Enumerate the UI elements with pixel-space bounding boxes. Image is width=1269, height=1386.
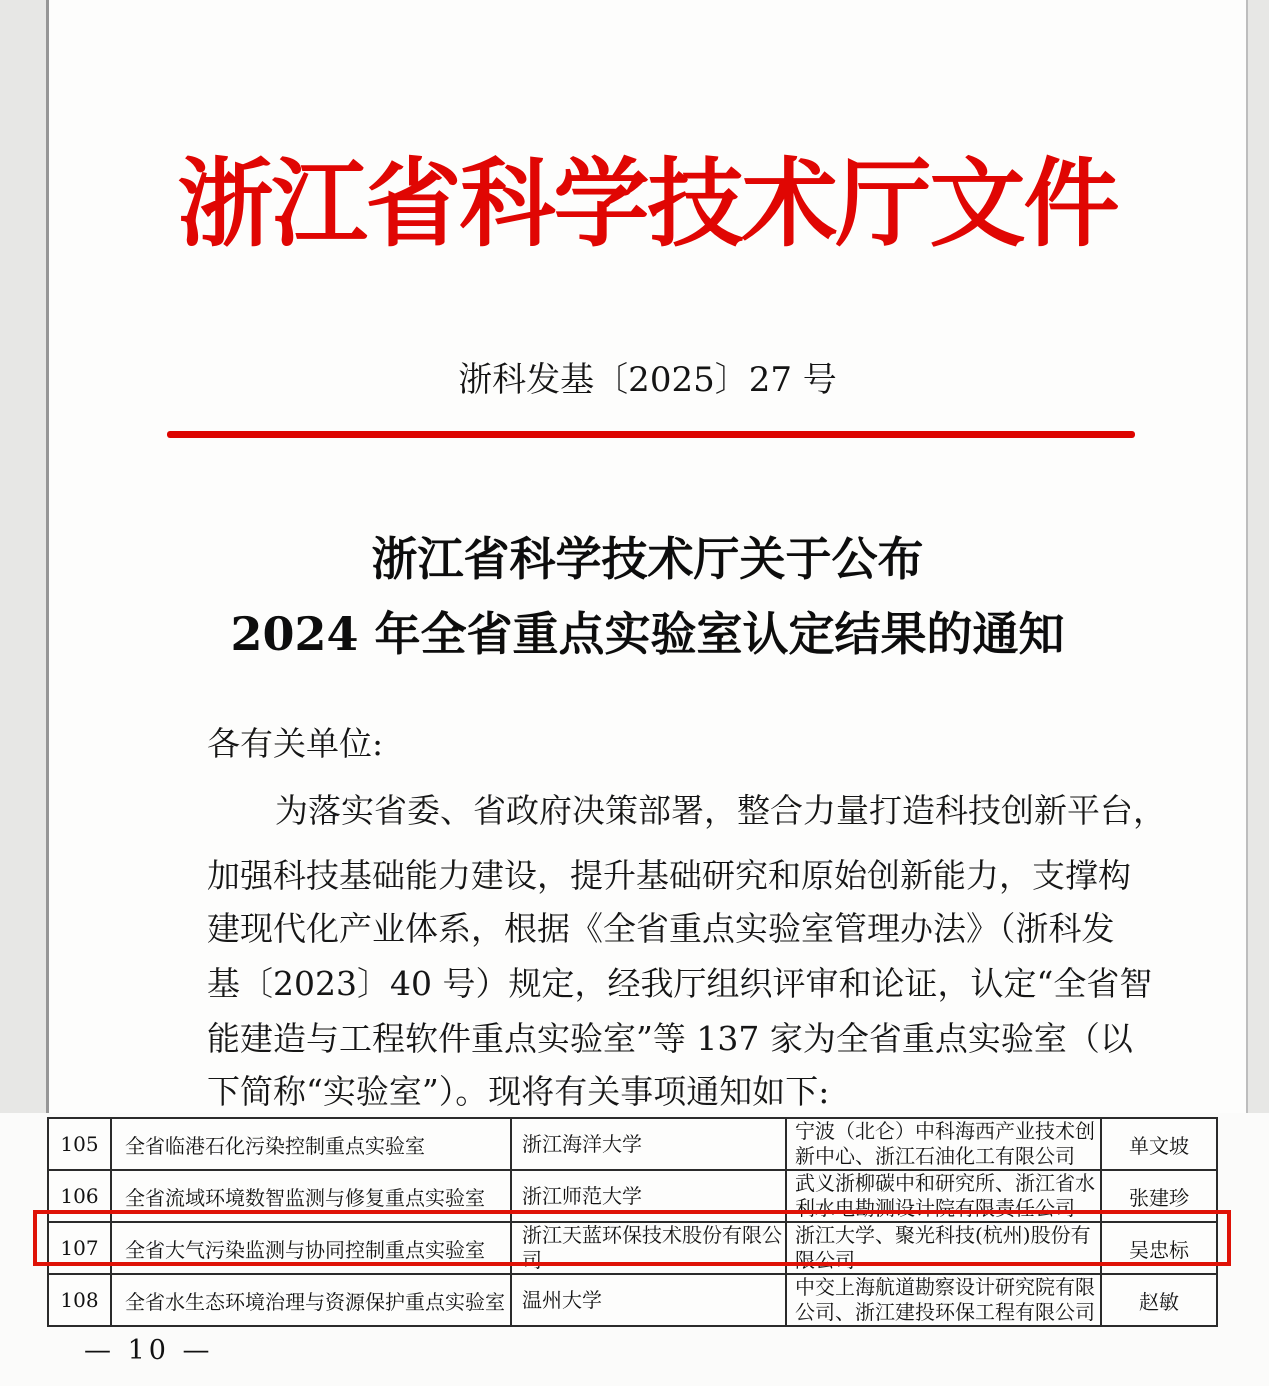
notice-title-line1: 浙江省科学技术厅关于公布 — [371, 532, 924, 586]
notice-title-line2: 2024 年全省重点实验室认定结果的通知 — [230, 607, 1065, 661]
document-page — [46, 0, 1248, 1113]
institution-cell: 浙江天蓝环保技术股份有限公司 — [511, 1222, 786, 1274]
body-paragraph-line: 下简称“实验室”）。现将有关事项通知如下: — [207, 1072, 830, 1111]
partners-cell: 中交上海航道勘察设计研究院有限公司、浙江建投环保工程有限公司 — [786, 1274, 1101, 1326]
letterhead-title: 浙江省科学技术厅文件 — [177, 147, 1118, 260]
body-paragraph-line: 能建造与工程软件重点实验室”等 137 家为全省重点实验室（以 — [207, 1019, 1133, 1058]
partners-cell: 武义浙柳碳中和研究所、浙江省水利水电勘测设计院有限责任公司 — [786, 1170, 1101, 1222]
row-number-cell: 107 — [48, 1222, 111, 1274]
red-separator-line — [167, 431, 1135, 438]
lab-list-table-section — [0, 1113, 1269, 1386]
table-row-highlighted — [48, 1222, 1217, 1274]
lab-name-cell: 全省水生态环境治理与资源保护重点实验室 — [111, 1274, 511, 1326]
body-paragraph-line: 为落实省委、省政府决策部署，整合力量打造科技创新平台， — [275, 791, 1166, 830]
table-row — [48, 1274, 1217, 1326]
row-number-cell: 105 — [48, 1118, 111, 1170]
table-row — [48, 1170, 1217, 1222]
institution-cell: 温州大学 — [511, 1274, 786, 1326]
body-paragraph-line: 建现代化产业体系，根据《全省重点实验室管理办法》（浙科发 — [207, 909, 1115, 948]
director-cell: 吴忠标 — [1101, 1222, 1217, 1274]
institution-cell: 浙江师范大学 — [511, 1170, 786, 1222]
salutation: 各有关单位: — [207, 724, 384, 763]
director-cell: 赵敏 — [1101, 1274, 1217, 1326]
lab-name-cell: 全省临港石化污染控制重点实验室 — [111, 1118, 511, 1170]
table-row — [48, 1118, 1217, 1170]
body-paragraph-line: 加强科技基础能力建设，提升基础研究和原始创新能力，支撑构 — [207, 856, 1131, 895]
lab-name-cell: 全省大气污染监测与协同控制重点实验室 — [111, 1222, 511, 1274]
body-paragraph-line: 基〔2023〕40 号）规定，经我厅组织评审和论证，认定“全省智 — [207, 964, 1153, 1003]
document-reference-number: 浙科发基〔2025〕27 号 — [458, 360, 837, 400]
page-number: — 10 — — [84, 1335, 214, 1366]
lab-name-cell: 全省流域环境数智监测与修复重点实验室 — [111, 1170, 511, 1222]
row-number-cell: 108 — [48, 1274, 111, 1326]
institution-cell: 浙江海洋大学 — [511, 1118, 786, 1170]
partners-cell: 浙江大学、聚光科技(杭州)股份有限公司 — [786, 1222, 1101, 1274]
partners-cell: 宁波（北仑）中科海西产业技术创新中心、浙江石油化工有限公司 — [786, 1118, 1101, 1170]
director-cell: 单文坡 — [1101, 1118, 1217, 1170]
key-laboratory-table — [47, 1117, 1218, 1327]
director-cell: 张建珍 — [1101, 1170, 1217, 1222]
row-number-cell: 106 — [48, 1170, 111, 1222]
